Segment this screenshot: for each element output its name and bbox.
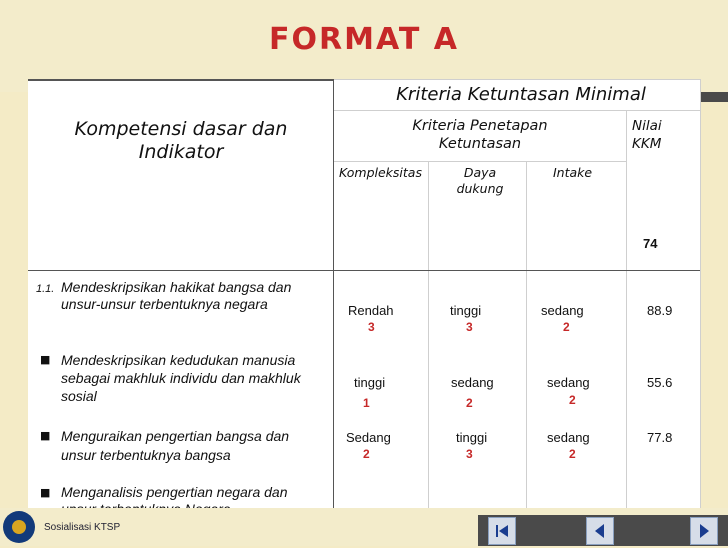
nav-next-button[interactable]	[690, 517, 718, 545]
col-divider-daya	[428, 161, 429, 523]
row3-indicator-line1: Menguraikan pengertian bangsa dan	[61, 428, 290, 444]
row1-daya-dukung: tinggi	[450, 303, 482, 318]
nav-prev-button[interactable]	[586, 517, 614, 545]
header-criteria-group: Kriteria Penetapan Ketuntasan	[412, 118, 548, 152]
row1-kompleksitas-score: 3	[368, 320, 375, 334]
row3-kompleksitas: Sedang	[346, 430, 391, 445]
row3-intake: sedang	[547, 430, 590, 445]
row2-indicator-line2: sebagai makhluk individu dan makhluk	[61, 370, 301, 386]
row3-nilai: 77.8	[647, 430, 673, 445]
header-kompleksitas: Kompleksitas	[339, 165, 422, 180]
row3-indicator-line2: unsur terbentuknya bangsa	[61, 447, 231, 463]
row3-kompleksitas-score: 2	[363, 447, 370, 461]
header-intake: Intake	[553, 165, 593, 180]
skip-back-icon	[489, 518, 515, 544]
table-top-border-left	[28, 79, 334, 81]
col-divider-main	[333, 79, 334, 523]
row2-nilai: 55.6	[647, 375, 673, 390]
row2-kompleksitas: tinggi	[354, 375, 386, 390]
row4-indicator-line1: Menganalisis pengertian negara dan	[61, 484, 288, 500]
col-divider-nilai	[626, 110, 627, 523]
header-daya-dukung: Daya dukung	[456, 165, 504, 196]
row1-indicator-line2: unsur-unsur terbentuknya negara	[61, 296, 268, 312]
table-top-border-right	[334, 79, 701, 80]
nav-first-button[interactable]	[488, 517, 516, 545]
row3-daya-dukung: tinggi	[456, 430, 488, 445]
row1-prefix: 1.1.	[36, 283, 55, 295]
row1-indicator-line1: Mendeskripsikan hakikat bangsa dan	[61, 279, 292, 295]
table-right-border	[700, 79, 701, 523]
row2-kompleksitas-score: 1	[363, 396, 370, 410]
row1-daya-dukung-score: 3	[466, 320, 473, 334]
row2-daya-dukung: sedang	[451, 375, 494, 390]
row2-indicator-line1: Mendeskripsikan kedudukan manusia	[61, 352, 296, 368]
row2-bullet-icon: ■	[40, 353, 51, 366]
col-divider-intake	[526, 161, 527, 523]
header-competency: Kompetensi dasar dan Indikator	[74, 118, 288, 163]
arrow-left-icon	[587, 518, 613, 544]
row3-intake-score: 2	[569, 447, 576, 461]
row4-bullet-icon: ■	[40, 486, 51, 499]
row2-daya-dukung-score: 2	[466, 396, 473, 410]
row2-intake: sedang	[547, 375, 590, 390]
decorative-strip	[701, 92, 728, 102]
row-divider-header	[28, 270, 701, 271]
row1-intake: sedang	[541, 303, 584, 318]
row-divider-kkm	[334, 110, 701, 111]
header-nilai-kkm: Nilai KKM	[632, 118, 662, 152]
row3-daya-dukung-score: 3	[466, 447, 473, 461]
row1-kompleksitas: Rendah	[348, 303, 394, 318]
institution-logo-icon	[3, 511, 35, 543]
row3-bullet-icon: ■	[40, 429, 51, 442]
footer-label: Sosialisasi KTSP	[44, 522, 121, 533]
row-divider-criteria	[334, 161, 626, 162]
row2-indicator-line3: sosial	[61, 388, 97, 404]
row1-nilai: 88.9	[647, 303, 673, 318]
row1-intake-score: 2	[563, 320, 570, 334]
kkm-value: 74	[643, 236, 658, 251]
arrow-right-icon	[691, 518, 717, 544]
slide-title: FORMAT A	[269, 22, 459, 57]
header-kkm-group: Kriteria Ketuntasan Minimal	[396, 84, 646, 105]
row2-intake-score: 2	[569, 393, 576, 407]
